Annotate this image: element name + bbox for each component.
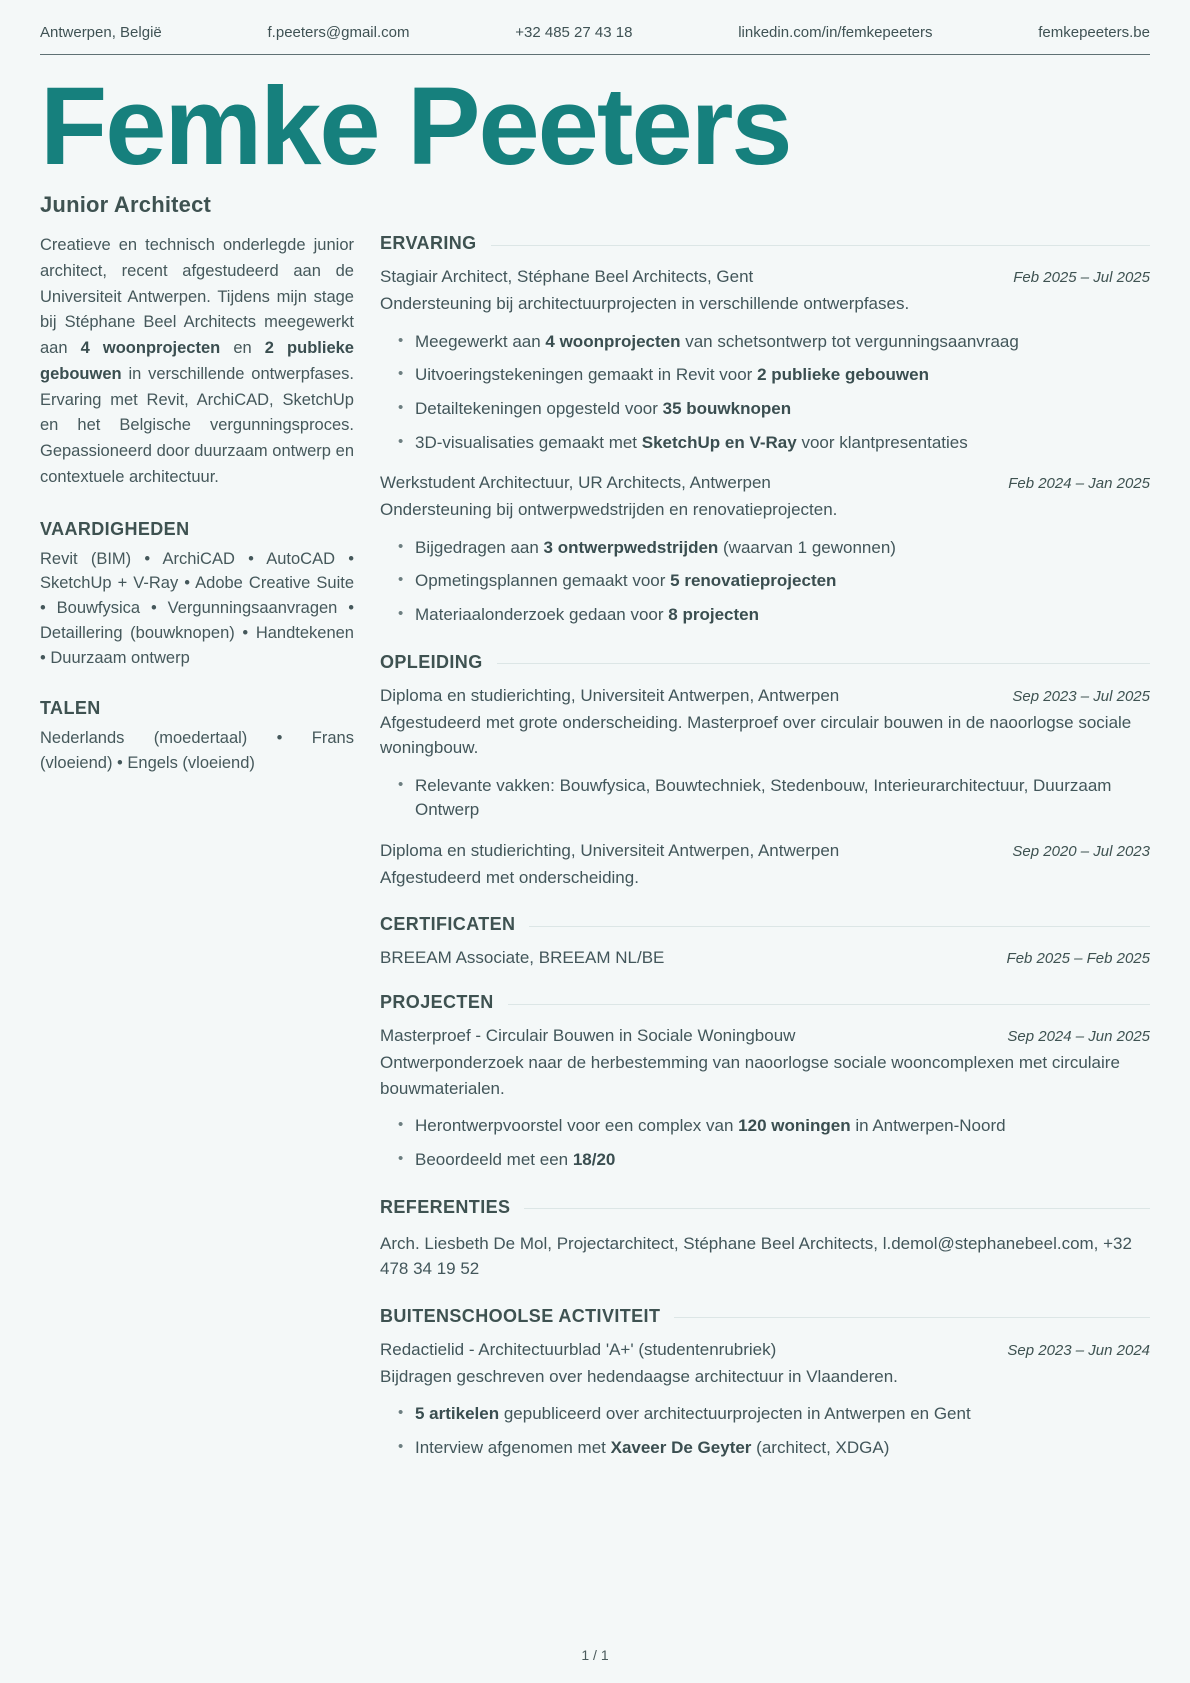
bullet-item: • Interview afgenomen met Xaveer De Geyter (architect, XDGA): [398, 1436, 1150, 1461]
summary-text: Creatieve en technisch onderlegde junior architect, recent afgestudeerd aan de Universiteit Antwerpen. Tijdens mijn stage bij Stéphane Beel Architects meegewerkt aan 4 woonprojecten en 2 publieke gebouwen in verschillende ontwerpfases. Ervaring met Revit, ArchiCAD, SketchUp en het Belgische vergunningsproces. Gepassioneerd door duurzaam ontwerp en contextuele architectuur.: [40, 236, 354, 486]
entry-date: Feb 2025 – Feb 2025: [1006, 950, 1150, 968]
entry-description: Ondersteuning bij ontwerpwedstrijden en renovatieprojecten.: [380, 500, 838, 520]
entry-date: Sep 2023 – Jul 2025: [1012, 687, 1150, 705]
reference-text: Arch. Liesbeth De Mol, Projectarchitect, Stéphane Beel Architects, l.demol@stephanebeel.com, +32 478 34 19 52: [380, 1233, 1132, 1279]
entry-title: Diploma en studierichting, Universiteit Antwerpen, Antwerpen: [380, 840, 840, 860]
job-title: Junior Architect: [40, 192, 212, 218]
heading-rule: [508, 1004, 1150, 1005]
heading-rule: [491, 245, 1150, 246]
heading-rule: [674, 1317, 1150, 1318]
entry-title: Masterproef - Circulair Bouwen in Sociale Woningbouw: [380, 1026, 796, 1046]
entry-title: Redactielid - Architectuurblad 'A+' (studentenrubriek): [380, 1339, 777, 1359]
section-heading-row: [380, 1197, 1150, 1218]
entry-date: Feb 2025 – Jul 2025: [1013, 269, 1150, 287]
bullet-item: • 3D-visualisaties gemaakt met SketchUp en V-Ray voor klantpresentaties: [398, 431, 1150, 456]
entry-description: Ondersteuning bij architectuurprojecten in verschillende ontwerpfases.: [380, 294, 910, 314]
entry-description: Afgestudeerd met grote onderscheiding. Masterproef over circulair bouwen in de naoorlogse sociale woningbouw.: [380, 712, 1132, 758]
bullet-list: [380, 774, 1150, 823]
section-heading-row: [380, 233, 1150, 254]
extracurricular-entry: [380, 1340, 1150, 1461]
experience-entry: [380, 267, 1150, 455]
section-extracurricular: [380, 1306, 1150, 1461]
section-projects: [380, 992, 1150, 1172]
bullet-item: • Detailtekeningen opgesteld voor 35 bouwknopen: [398, 397, 1150, 422]
entry-date: Sep 2020 – Jul 2023: [1012, 842, 1150, 860]
section-references: [380, 1197, 1150, 1282]
languages-heading: TALEN: [40, 698, 101, 719]
bullet-list: [380, 1402, 1150, 1460]
page-title: Femke Peeters: [40, 65, 791, 188]
entry-title: Werkstudent Architectuur, UR Architects, Antwerpen: [380, 473, 771, 493]
section-heading-row: [380, 992, 1150, 1013]
skills-heading: VAARDIGHEDEN: [40, 518, 190, 539]
bullet-item: • Relevante vakken: Bouwfysica, Bouwtechniek, Stedenbouw, Interieurarchitectuur, Duurzaam Ontwerp: [398, 774, 1150, 823]
entry-title: Stagiair Architect, Stéphane Beel Architects, Gent: [380, 267, 754, 287]
header-divider: [40, 54, 1150, 55]
entry-description: Bijdragen geschreven over hedendaagse architectuur in Vlaanderen.: [380, 1366, 898, 1386]
section-heading: ERVARING: [380, 233, 477, 254]
education-entry: [380, 841, 1150, 891]
skills-list: Revit (BIM) • ArchiCAD • AutoCAD • SketchUp + V-Ray • Adobe Creative Suite • Bouwfysica • Vergunningsaanvragen • Detaillering (bouwknopen) • Handtekenen • Duurzaam ontwerp: [40, 549, 354, 667]
section-heading: PROJECTEN: [380, 992, 494, 1013]
section-certificates: [380, 914, 1150, 968]
education-entry: [380, 686, 1150, 823]
certificate-entry: [380, 948, 1150, 968]
reference-entry: [380, 1231, 1150, 1282]
section-heading-row: [380, 914, 1150, 935]
contact-email[interactable]: f.peeters@gmail.com: [267, 24, 410, 41]
bullet-item: • Opmetingsplannen gemaakt voor 5 renovatieprojecten: [398, 569, 1150, 594]
entry-date: Sep 2023 – Jun 2024: [1007, 1341, 1150, 1359]
heading-rule: [524, 1208, 1150, 1209]
bullet-item: • Beoordeeld met een 18/20: [398, 1148, 1150, 1173]
entry-date: Feb 2024 – Jan 2025: [1008, 475, 1150, 493]
contact-linkedin[interactable]: linkedin.com/in/femkepeeters: [738, 24, 933, 41]
page-number: 1 / 1: [581, 1647, 609, 1663]
contact-bar: [40, 24, 1150, 54]
heading-rule: [529, 926, 1150, 927]
contact-phone: +32 485 27 43 18: [515, 24, 633, 41]
skills-section: [40, 519, 354, 671]
entry-description: Afgestudeerd met onderscheiding.: [380, 867, 639, 887]
bullet-item: • Meegewerkt aan 4 woonprojecten van schetsontwerp tot vergunningsaanvraag: [398, 330, 1150, 355]
project-entry: [380, 1026, 1150, 1172]
contact-location: Antwerpen, België: [40, 24, 162, 41]
bullet-list: [380, 536, 1150, 628]
bullet-item: • Bijgedragen aan 3 ontwerpwedstrijden (waarvan 1 gewonnen): [398, 536, 1150, 561]
bullet-list: [380, 330, 1150, 456]
section-education: [380, 652, 1150, 891]
section-heading: CERTIFICATEN: [380, 914, 516, 935]
bullet-item: • 5 artikelen gepubliceerd over architectuurprojecten in Antwerpen en Gent: [398, 1402, 1150, 1427]
heading-rule: [497, 663, 1150, 664]
left-column: [40, 233, 354, 1484]
right-column: [380, 233, 1150, 1484]
section-heading-row: [380, 652, 1150, 673]
languages-list: Nederlands (moedertaal) • Frans (vloeiend) • Engels (vloeiend): [40, 729, 354, 773]
bullet-list: [380, 1114, 1150, 1172]
experience-entry: [380, 473, 1150, 627]
section-heading: REFERENTIES: [380, 1196, 511, 1217]
content-columns: [40, 233, 1150, 1484]
section-experience: [380, 233, 1150, 627]
bullet-item: • Uitvoeringstekeningen gemaakt in Revit voor 2 publieke gebouwen: [398, 363, 1150, 388]
contact-website[interactable]: femkepeeters.be: [1038, 24, 1150, 41]
entry-description: Ontwerponderzoek naar de herbestemming van naoorlogse sociale wooncomplexen met circulaire bouwmaterialen.: [380, 1053, 1120, 1098]
languages-section: [40, 698, 354, 776]
section-heading: OPLEIDING: [380, 651, 483, 672]
section-heading-row: [380, 1306, 1150, 1327]
bullet-item: • Materiaalonderzoek gedaan voor 8 projecten: [398, 603, 1150, 628]
section-heading: BUITENSCHOOLSE ACTIVITEIT: [380, 1305, 661, 1326]
bullet-item: • Herontwerpvoorstel voor een complex van 120 woningen in Antwerpen-Noord: [398, 1114, 1150, 1139]
entry-title: Diploma en studierichting, Universiteit Antwerpen, Antwerpen: [380, 685, 840, 705]
entry-title: BREEAM Associate, BREEAM NL/BE: [380, 948, 665, 968]
entry-date: Sep 2024 – Jun 2025: [1007, 1028, 1150, 1046]
